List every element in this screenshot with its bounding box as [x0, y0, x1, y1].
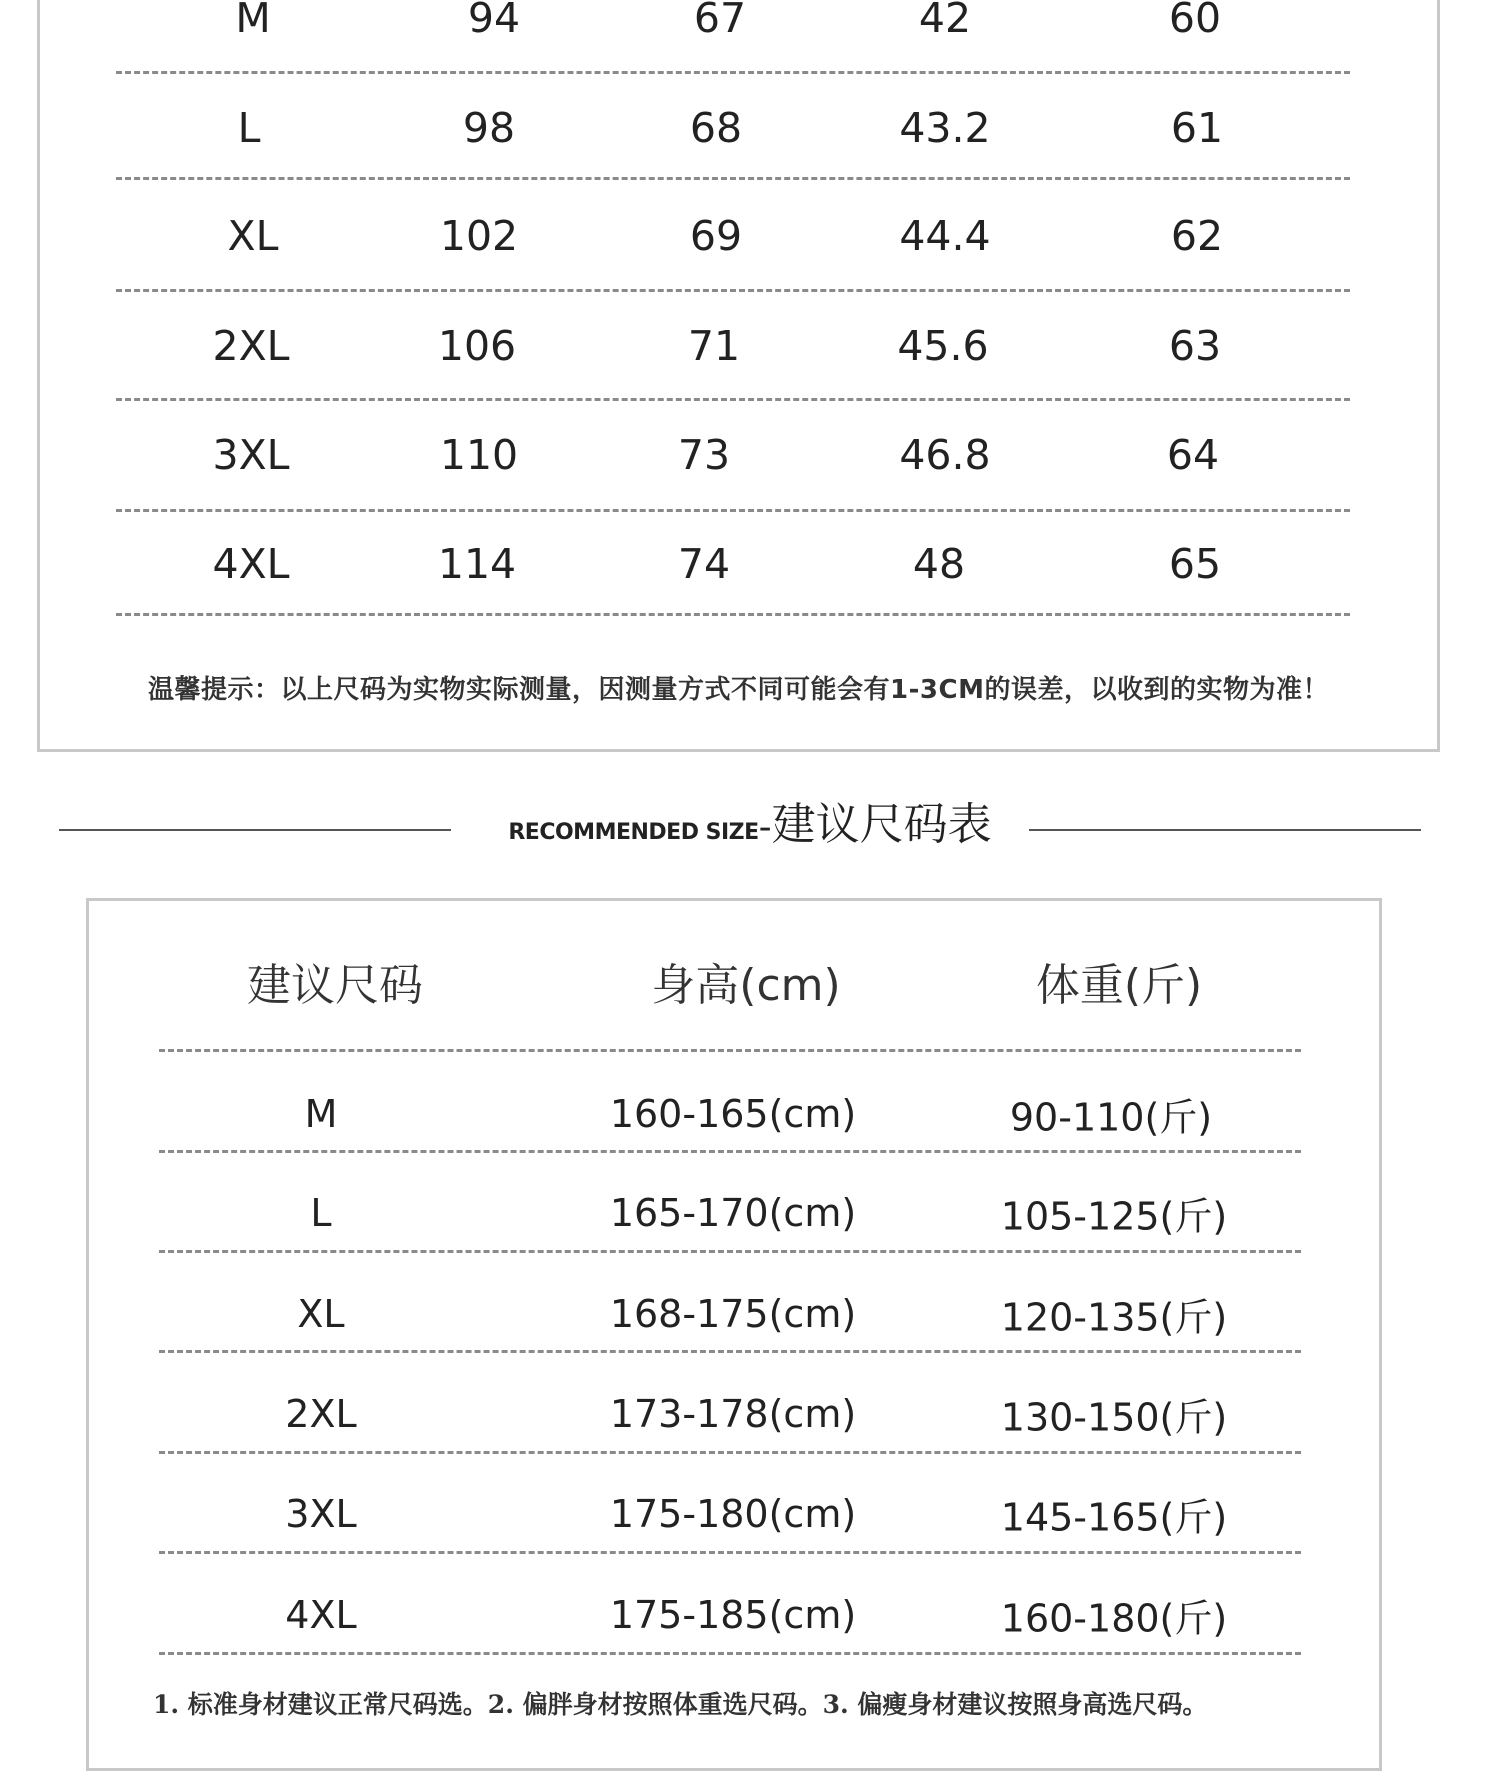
heading-english: RECOMMENDED SIZE	[508, 820, 759, 845]
size-cell: 2XL	[212, 322, 290, 370]
row-divider	[159, 1451, 1301, 1454]
table-row	[89, 1464, 1379, 1564]
row-divider	[159, 1250, 1301, 1253]
table-row	[40, 400, 1437, 510]
table-row	[89, 1364, 1379, 1464]
table-row	[40, 0, 1437, 73]
table-row	[89, 1264, 1379, 1364]
heading-rule-right	[1029, 829, 1421, 831]
size-cell: L	[237, 104, 261, 152]
weight-cell: 105-125(斤)	[1000, 1194, 1228, 1239]
table-header-row	[89, 941, 1379, 1021]
value-cell: 106	[437, 322, 517, 370]
weight-cell: 130-150(斤)	[1000, 1395, 1228, 1440]
table-row	[89, 1565, 1379, 1665]
value-cell: 69	[689, 212, 743, 260]
value-cell: 42	[918, 0, 972, 42]
recommendation-note: 1. 标准身材建议正常尺码选。2. 偏胖身材按照体重选尺码。3. 偏瘦身材建议按照身高选尺码。	[153, 1690, 1208, 1719]
heading-chinese: 建议尺码表	[771, 799, 992, 850]
value-cell: 74	[677, 540, 731, 588]
value-cell: 44.4	[899, 212, 991, 260]
value-cell: 46.8	[899, 431, 991, 479]
value-cell: 65	[1168, 540, 1222, 588]
value-cell: 62	[1170, 212, 1224, 260]
value-cell: 63	[1168, 322, 1222, 370]
row-divider	[159, 1150, 1301, 1153]
value-cell: 71	[687, 322, 741, 370]
measurement-tip: 温馨提示：以上尺码为实物实际测量，因测量方式不同可能会有1-3CM的误差，以收到的实物为准！	[148, 675, 1329, 705]
size-cell: 4XL	[285, 1593, 357, 1637]
height-cell: 175-180(cm)	[609, 1492, 857, 1536]
row-divider	[116, 613, 1350, 616]
size-cell: M	[235, 0, 271, 42]
table-row	[40, 181, 1437, 291]
value-cell: 60	[1168, 0, 1222, 42]
row-divider	[159, 1350, 1301, 1353]
value-cell: 114	[437, 540, 517, 588]
value-cell: 43.2	[899, 104, 991, 152]
section-heading	[0, 790, 1500, 850]
value-cell: 45.6	[897, 322, 989, 370]
row-divider	[159, 1652, 1301, 1655]
weight-cell: 145-165(斤)	[1000, 1495, 1228, 1540]
table-row	[89, 1163, 1379, 1263]
value-cell: 98	[462, 104, 516, 152]
weight-cell: 160-180(斤)	[1000, 1596, 1228, 1641]
size-cell: 4XL	[212, 540, 290, 588]
heading-separator: -	[758, 807, 772, 848]
value-cell: 68	[689, 104, 743, 152]
size-cell: M	[304, 1092, 338, 1136]
table-row	[40, 73, 1437, 183]
row-divider	[159, 1049, 1301, 1052]
row-divider	[116, 177, 1350, 180]
height-cell: 160-165(cm)	[609, 1092, 857, 1136]
value-cell: 48	[912, 540, 966, 588]
table-row	[89, 1064, 1379, 1164]
value-cell: 73	[677, 431, 731, 479]
header-size: 建议尺码	[247, 960, 423, 1011]
heading-rule-left	[59, 829, 451, 831]
weight-cell: 90-110(斤)	[1009, 1095, 1213, 1140]
recommended-size-panel	[86, 898, 1382, 1771]
measurement-table-panel	[37, 0, 1440, 752]
height-cell: 168-175(cm)	[609, 1292, 857, 1336]
size-cell: 2XL	[285, 1392, 357, 1436]
value-cell: 67	[693, 0, 747, 42]
size-cell: XL	[297, 1292, 345, 1336]
value-cell: 110	[439, 431, 519, 479]
row-divider	[159, 1551, 1301, 1554]
header-weight: 体重(斤)	[1035, 960, 1203, 1011]
size-cell: 3XL	[285, 1492, 357, 1536]
height-cell: 165-170(cm)	[609, 1191, 857, 1235]
weight-cell: 120-135(斤)	[1000, 1295, 1228, 1340]
value-cell: 61	[1170, 104, 1224, 152]
heading-text	[508, 788, 991, 852]
height-cell: 173-178(cm)	[609, 1392, 857, 1436]
size-cell: XL	[227, 212, 279, 260]
value-cell: 64	[1166, 431, 1220, 479]
header-height: 身高(cm)	[651, 960, 841, 1011]
size-cell: L	[310, 1191, 332, 1235]
table-row	[40, 291, 1437, 401]
value-cell: 94	[467, 0, 521, 42]
value-cell: 102	[439, 212, 519, 260]
height-cell: 175-185(cm)	[609, 1593, 857, 1637]
table-row	[40, 509, 1437, 619]
size-cell: 3XL	[212, 431, 290, 479]
